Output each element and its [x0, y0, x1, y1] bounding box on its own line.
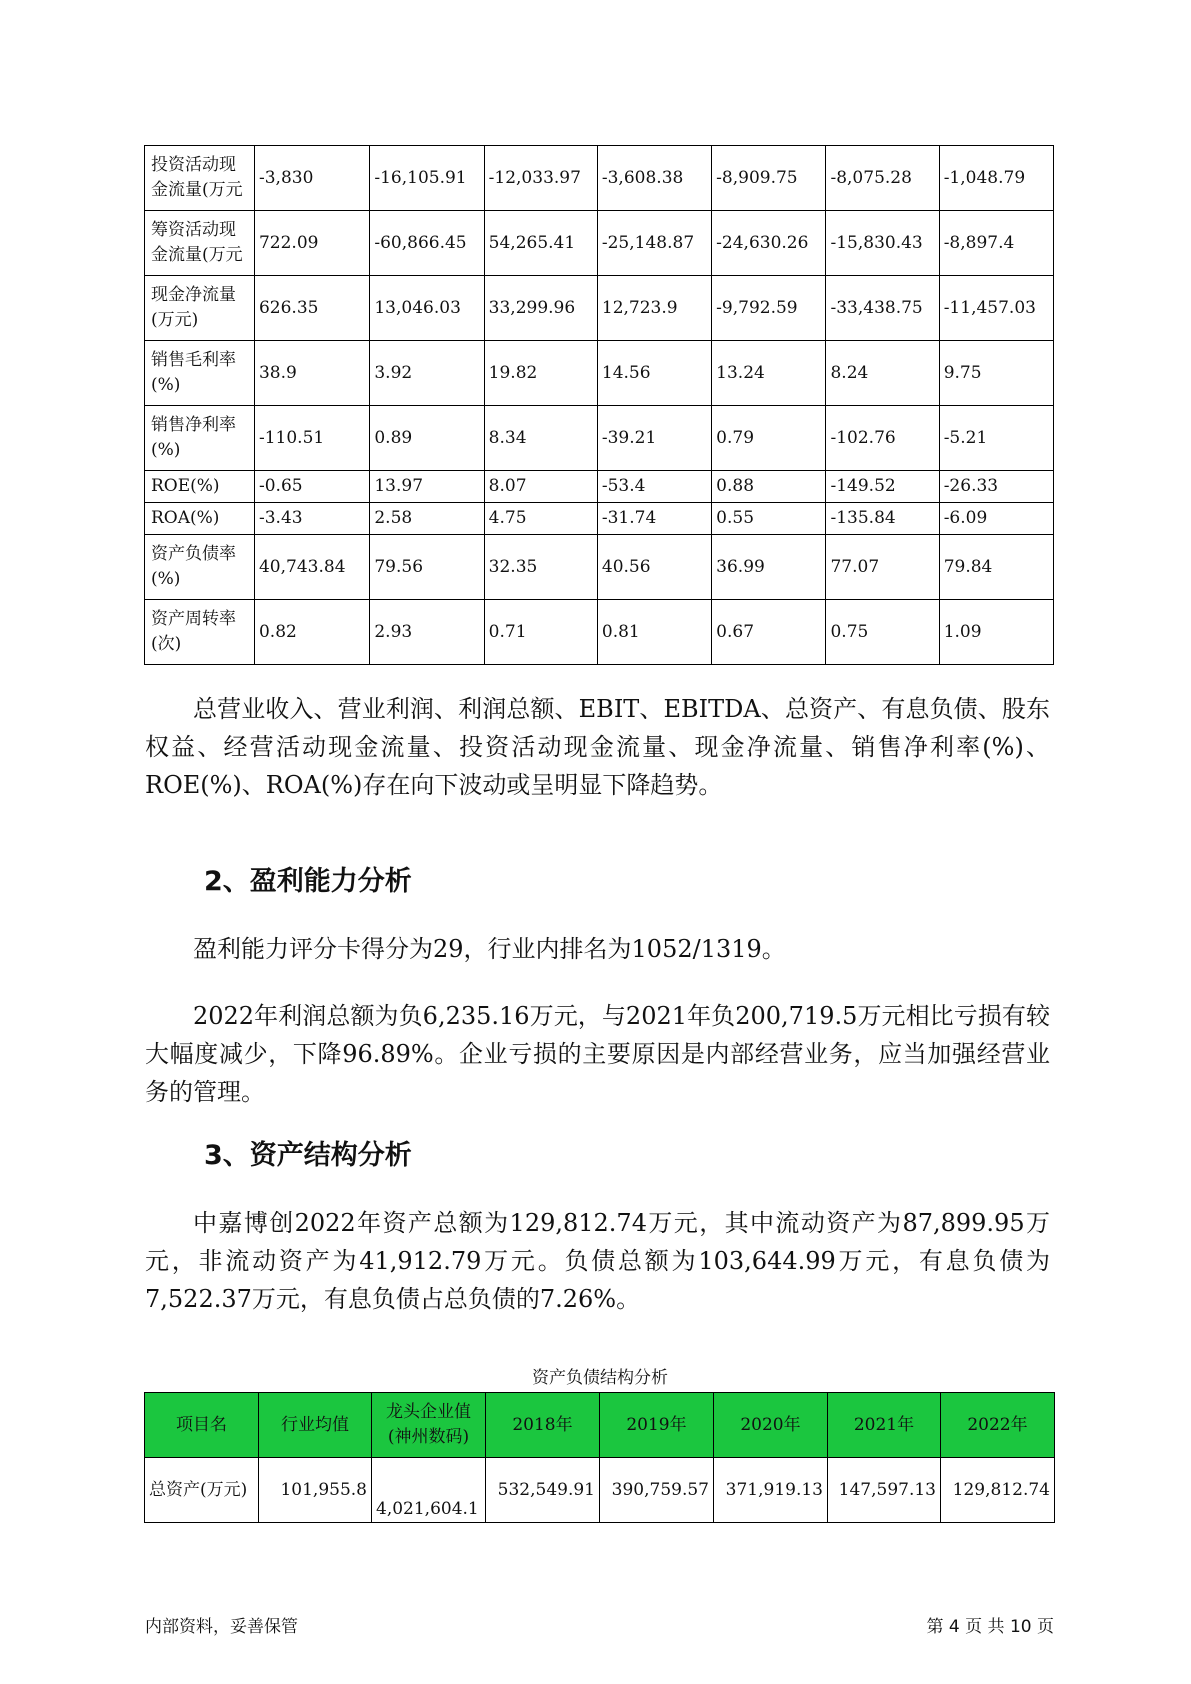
table-cell: 8.07	[484, 471, 597, 503]
table-cell: 722.09	[254, 211, 369, 276]
table-cell: -3,608.38	[597, 146, 711, 211]
asset-structure-heading: 3、资产结构分析	[204, 1140, 412, 1171]
table-cell: 4.75	[484, 503, 597, 535]
table-cell: -60,866.45	[370, 211, 484, 276]
table-cell: 79.56	[370, 535, 484, 600]
column-header: 龙头企业值(神州数码)	[372, 1393, 486, 1458]
table-cell: -5.21	[939, 406, 1053, 471]
table-cell: 390,759.57	[600, 1458, 714, 1523]
table-cell: 33,299.96	[484, 276, 597, 341]
table-cell: -1,048.79	[939, 146, 1053, 211]
table-cell: 32.35	[484, 535, 597, 600]
column-header: 2019年	[600, 1393, 714, 1458]
table-cell: -16,105.91	[370, 146, 484, 211]
table-cell: 36.99	[712, 535, 826, 600]
table-cell: 4,021,604.1	[372, 1458, 486, 1523]
table-cell: 129,812.74	[941, 1458, 1055, 1523]
table-row	[145, 600, 1054, 665]
table-cell: 77.07	[826, 535, 939, 600]
table-cell: -6.09	[939, 503, 1053, 535]
table-cell: 0.75	[826, 600, 939, 665]
row-label: 资产负债率(%)	[145, 535, 255, 600]
table-cell: 38.9	[254, 341, 369, 406]
table-cell: -8,897.4	[939, 211, 1053, 276]
column-header: 项目名	[145, 1393, 259, 1458]
table-cell: 13.97	[370, 471, 484, 503]
table-row	[145, 503, 1054, 535]
row-label: 资产周转率(次)	[145, 600, 255, 665]
asset-summary-paragraph: 中嘉博创2022年资产总额为129,812.74万元，其中流动资产为87,899.95万元，非流动资产为41,912.79万元。负债总额为103,644.99万元，有息负债为7,522.37万元，有息负债占总负债的7.26%。	[145, 1209, 1050, 1313]
table-cell: -12,033.97	[484, 146, 597, 211]
table-cell: 0.81	[597, 600, 711, 665]
declining-indicators-paragraph: 总营业收入、营业利润、利润总额、EBIT、EBITDA、总资产、有息负债、股东权益、经营活动现金流量、投资活动现金流量、现金净流量、销售净利率(%)、ROE(%)、ROA(%)存在向下波动或呈明显下降趋势。	[145, 695, 1050, 799]
table-row	[145, 146, 1054, 211]
table-cell: 3.92	[370, 341, 484, 406]
table-header-row	[145, 1393, 1055, 1458]
table-cell: -31.74	[597, 503, 711, 535]
table-row	[145, 471, 1054, 503]
table-cell: 0.67	[712, 600, 826, 665]
table-cell: 8.34	[484, 406, 597, 471]
table-cell: -25,148.87	[597, 211, 711, 276]
profitability-score-paragraph: 盈利能力评分卡得分为29，行业内排名为1052/1319。	[193, 935, 786, 963]
table-cell: -0.65	[254, 471, 369, 503]
table-cell: -11,457.03	[939, 276, 1053, 341]
table-cell: 13.24	[712, 341, 826, 406]
table-cell: 2.93	[370, 600, 484, 665]
table-row	[145, 341, 1054, 406]
table-cell: 1.09	[939, 600, 1053, 665]
table-cell: -3.43	[254, 503, 369, 535]
table-row	[145, 1458, 1055, 1523]
table-caption: 资产负债结构分析	[532, 1368, 668, 1388]
table-cell: 2.58	[370, 503, 484, 535]
table-cell: 626.35	[254, 276, 369, 341]
profit-analysis-paragraph: 2022年利润总额为负6,235.16万元，与2021年负200,719.5万元相比亏损有较大幅度减少，下降96.89%。企业亏损的主要原因是内部经营业务，应当加强经营业务的管理。	[145, 1002, 1050, 1106]
table-row	[145, 535, 1054, 600]
table-cell: -24,630.26	[712, 211, 826, 276]
table-cell: 0.89	[370, 406, 484, 471]
table-cell: -8,075.28	[826, 146, 939, 211]
row-label: 投资活动现金流量(万元	[145, 146, 255, 211]
table-cell: 8.24	[826, 341, 939, 406]
table-cell: -110.51	[254, 406, 369, 471]
table-cell: 12,723.9	[597, 276, 711, 341]
column-header: 行业均值	[259, 1393, 372, 1458]
table-cell: -135.84	[826, 503, 939, 535]
table-cell: 19.82	[484, 341, 597, 406]
table-cell: 40,743.84	[254, 535, 369, 600]
footer-confidential-note: 内部资料，妥善保管	[145, 1617, 298, 1637]
table-cell: 79.84	[939, 535, 1053, 600]
table-cell: 13,046.03	[370, 276, 484, 341]
table-cell: 532,549.91	[486, 1458, 600, 1523]
column-header: 2020年	[714, 1393, 828, 1458]
row-label: 销售净利率(%)	[145, 406, 255, 471]
table-row	[145, 406, 1054, 471]
table-row	[145, 276, 1054, 341]
table-cell: -8,909.75	[712, 146, 826, 211]
table-cell: -149.52	[826, 471, 939, 503]
table-cell: -9,792.59	[712, 276, 826, 341]
table-cell: 40.56	[597, 535, 711, 600]
table-cell: 9.75	[939, 341, 1053, 406]
table-cell: -26.33	[939, 471, 1053, 503]
table-cell: -15,830.43	[826, 211, 939, 276]
table-cell: 147,597.13	[828, 1458, 941, 1523]
asset-liability-table	[144, 1392, 1055, 1523]
column-header: 2018年	[486, 1393, 600, 1458]
table-cell: -102.76	[826, 406, 939, 471]
row-label: 现金净流量(万元)	[145, 276, 255, 341]
table-cell: 371,919.13	[714, 1458, 828, 1523]
table-cell: 0.88	[712, 471, 826, 503]
table-cell: 14.56	[597, 341, 711, 406]
table-cell: 0.79	[712, 406, 826, 471]
row-label: 销售毛利率(%)	[145, 341, 255, 406]
footer-page-number: 第 4 页 共 10 页	[926, 1617, 1054, 1637]
financial-indicators-table	[144, 145, 1054, 665]
column-header: 2021年	[828, 1393, 941, 1458]
table-cell: -3,830	[254, 146, 369, 211]
table-cell: 54,265.41	[484, 211, 597, 276]
row-label: 筹资活动现金流量(万元	[145, 211, 255, 276]
table-cell: -53.4	[597, 471, 711, 503]
row-label: 总资产(万元)	[145, 1458, 259, 1523]
table-cell: 0.55	[712, 503, 826, 535]
table-cell: -39.21	[597, 406, 711, 471]
table-cell: -33,438.75	[826, 276, 939, 341]
profitability-heading: 2、盈利能力分析	[204, 866, 412, 897]
row-label: ROE(%)	[145, 471, 255, 503]
column-header: 2022年	[941, 1393, 1055, 1458]
row-label: ROA(%)	[145, 503, 255, 535]
table-row	[145, 211, 1054, 276]
table-cell: 101,955.8	[259, 1458, 372, 1523]
table-cell: 0.71	[484, 600, 597, 665]
table-cell: 0.82	[254, 600, 369, 665]
